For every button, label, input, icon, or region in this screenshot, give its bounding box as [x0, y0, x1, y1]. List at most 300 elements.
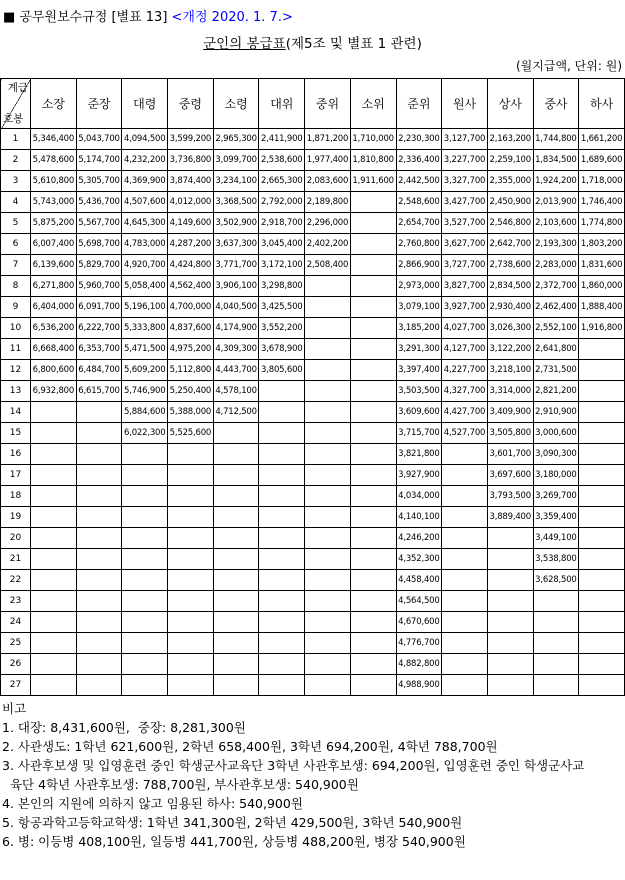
pay-cell: [168, 528, 214, 549]
pay-cell: 3,906,100: [213, 276, 259, 297]
pay-cell: 6,615,700: [76, 381, 122, 402]
table-row: [1, 507, 625, 528]
pay-cell: [31, 423, 77, 444]
pay-cell: 3,079,100: [396, 297, 442, 318]
grade-number: 13: [1, 381, 31, 402]
pay-cell: 5,746,900: [122, 381, 168, 402]
pay-cell: [76, 654, 122, 675]
pay-cell: 3,821,800: [396, 444, 442, 465]
grade-number: 26: [1, 654, 31, 675]
pay-cell: 3,099,700: [213, 150, 259, 171]
pay-cell: 5,346,400: [31, 129, 77, 150]
pay-cell: 2,189,800: [305, 192, 351, 213]
pay-cell: [31, 465, 77, 486]
pay-cell: 2,442,500: [396, 171, 442, 192]
pay-cell: 5,610,800: [31, 171, 77, 192]
pay-cell: 2,665,300: [259, 171, 305, 192]
pay-cell: 6,007,400: [31, 234, 77, 255]
pay-cell: [305, 297, 351, 318]
pay-cell: 1,774,800: [579, 213, 625, 234]
pay-cell: 3,269,700: [533, 486, 579, 507]
pay-cell: 4,127,700: [442, 339, 488, 360]
pay-cell: 3,627,700: [442, 234, 488, 255]
pay-cell: 3,327,700: [442, 171, 488, 192]
pay-cell: [579, 570, 625, 591]
pay-cell: [213, 444, 259, 465]
pay-cell: 4,012,000: [168, 192, 214, 213]
note-line: 4. 본인의 지원에 의하지 않고 임용된 하사: 540,900원: [2, 796, 303, 811]
pay-cell: 4,287,200: [168, 234, 214, 255]
grade-number: 21: [1, 549, 31, 570]
rank-column-header: 소장: [31, 79, 77, 129]
grade-number: 9: [1, 297, 31, 318]
pay-cell: 3,874,400: [168, 171, 214, 192]
pay-cell: 4,369,900: [122, 171, 168, 192]
pay-cell: 5,436,700: [76, 192, 122, 213]
pay-cell: [259, 423, 305, 444]
pay-cell: [122, 612, 168, 633]
pay-cell: 3,172,100: [259, 255, 305, 276]
pay-cell: [305, 570, 351, 591]
pay-cell: 2,163,200: [487, 129, 533, 150]
pay-cell: [76, 528, 122, 549]
pay-cell: [259, 528, 305, 549]
pay-cell: 6,222,700: [76, 318, 122, 339]
pay-cell: 6,932,800: [31, 381, 77, 402]
pay-cell: 3,298,800: [259, 276, 305, 297]
table-row: [1, 150, 625, 171]
pay-cell: [350, 528, 396, 549]
pay-cell: [442, 591, 488, 612]
pay-cell: 1,888,400: [579, 297, 625, 318]
table-row: [1, 633, 625, 654]
pay-cell: 2,821,200: [533, 381, 579, 402]
pay-cell: [579, 633, 625, 654]
table-row: [1, 444, 625, 465]
pay-cell: 2,450,900: [487, 192, 533, 213]
pay-cell: [305, 591, 351, 612]
pay-cell: 3,218,100: [487, 360, 533, 381]
pay-cell: [305, 486, 351, 507]
pay-cell: 4,094,500: [122, 129, 168, 150]
table-row: [1, 528, 625, 549]
pay-cell: [122, 444, 168, 465]
pay-cell: 6,404,000: [31, 297, 77, 318]
pay-cell: [168, 654, 214, 675]
pay-cell: [350, 675, 396, 696]
table-header-row: [1, 79, 625, 129]
pay-cell: 5,960,700: [76, 276, 122, 297]
pay-cell: 1,860,000: [579, 276, 625, 297]
pay-cell: 3,678,900: [259, 339, 305, 360]
pay-cell: 5,567,700: [76, 213, 122, 234]
pay-cell: [122, 549, 168, 570]
pay-cell: 3,425,500: [259, 297, 305, 318]
pay-cell: [122, 507, 168, 528]
document-title-main: 군인의 봉급표: [203, 36, 286, 52]
pay-cell: [31, 486, 77, 507]
grade-number: 2: [1, 150, 31, 171]
pay-cell: 2,930,400: [487, 297, 533, 318]
pay-cell: 1,744,800: [533, 129, 579, 150]
table-row: [1, 234, 625, 255]
pay-cell: [442, 528, 488, 549]
pay-cell: [350, 465, 396, 486]
pay-cell: 5,333,800: [122, 318, 168, 339]
pay-cell: 4,309,300: [213, 339, 259, 360]
pay-cell: 2,792,000: [259, 192, 305, 213]
pay-cell: [350, 297, 396, 318]
pay-cell: [213, 507, 259, 528]
pay-cell: 2,760,800: [396, 234, 442, 255]
pay-cell: [31, 612, 77, 633]
pay-cell: 2,411,900: [259, 129, 305, 150]
pay-cell: [259, 444, 305, 465]
pay-cell: [579, 528, 625, 549]
rank-column-header: 소위: [350, 79, 396, 129]
pay-cell: [213, 423, 259, 444]
pay-cell: 2,283,000: [533, 255, 579, 276]
pay-cell: 2,083,600: [305, 171, 351, 192]
grade-number: 10: [1, 318, 31, 339]
pay-cell: [31, 675, 77, 696]
pay-cell: 4,700,000: [168, 297, 214, 318]
pay-cell: 2,866,900: [396, 255, 442, 276]
pay-cell: [259, 507, 305, 528]
rank-column-header: 대령: [122, 79, 168, 129]
grade-number: 20: [1, 528, 31, 549]
pay-cell: 3,889,400: [487, 507, 533, 528]
pay-cell: 3,314,000: [487, 381, 533, 402]
pay-cell: [168, 633, 214, 654]
pay-cell: 2,355,000: [487, 171, 533, 192]
pay-cell: [350, 255, 396, 276]
pay-cell: [31, 507, 77, 528]
grade-number: 17: [1, 465, 31, 486]
pay-cell: [579, 360, 625, 381]
pay-cell: 4,645,300: [122, 213, 168, 234]
pay-cell: [305, 339, 351, 360]
pay-cell: 3,090,300: [533, 444, 579, 465]
corner-header-cell: [1, 79, 31, 129]
pay-cell: [579, 423, 625, 444]
pay-cell: [350, 276, 396, 297]
pay-cell: 3,637,300: [213, 234, 259, 255]
pay-cell: 1,924,200: [533, 171, 579, 192]
pay-cell: 3,827,700: [442, 276, 488, 297]
pay-cell: 2,013,900: [533, 192, 579, 213]
table-row: [1, 318, 625, 339]
table-row: [1, 654, 625, 675]
pay-cell: [122, 675, 168, 696]
pay-cell: [579, 402, 625, 423]
pay-cell: 4,507,600: [122, 192, 168, 213]
pay-cell: [168, 486, 214, 507]
pay-cell: 4,975,200: [168, 339, 214, 360]
table-row: [1, 402, 625, 423]
pay-cell: 2,910,900: [533, 402, 579, 423]
pay-cell: [350, 570, 396, 591]
pay-cell: 4,424,800: [168, 255, 214, 276]
pay-cell: [305, 318, 351, 339]
pay-cell: [305, 528, 351, 549]
pay-cell: 4,027,700: [442, 318, 488, 339]
pay-cell: [305, 381, 351, 402]
pay-cell: [31, 549, 77, 570]
pay-cell: 3,127,700: [442, 129, 488, 150]
pay-cell: [259, 654, 305, 675]
pay-cell: [259, 486, 305, 507]
pay-cell: 3,026,300: [487, 318, 533, 339]
pay-cell: 4,427,700: [442, 402, 488, 423]
pay-cell: 4,783,000: [122, 234, 168, 255]
pay-cell: 4,327,700: [442, 381, 488, 402]
grade-number: 27: [1, 675, 31, 696]
pay-cell: 1,810,800: [350, 150, 396, 171]
pay-cell: 2,508,400: [305, 255, 351, 276]
pay-cell: 2,642,700: [487, 234, 533, 255]
table-row: [1, 129, 625, 150]
pay-cell: 5,525,600: [168, 423, 214, 444]
table-row: [1, 255, 625, 276]
pay-cell: 3,697,600: [487, 465, 533, 486]
pay-cell: 6,022,300: [122, 423, 168, 444]
pay-cell: [76, 633, 122, 654]
pay-cell: [168, 612, 214, 633]
pay-cell: 4,578,100: [213, 381, 259, 402]
pay-cell: [442, 507, 488, 528]
table-row: [1, 276, 625, 297]
pay-cell: [305, 654, 351, 675]
pay-cell: [168, 591, 214, 612]
pay-cell: [259, 381, 305, 402]
pay-cell: 3,449,100: [533, 528, 579, 549]
pay-cell: 3,503,500: [396, 381, 442, 402]
pay-cell: 3,805,600: [259, 360, 305, 381]
pay-cell: [579, 465, 625, 486]
pay-cell: [305, 402, 351, 423]
pay-cell: [213, 612, 259, 633]
rank-column-header: 준위: [396, 79, 442, 129]
pay-cell: [213, 633, 259, 654]
pay-cell: 4,564,500: [396, 591, 442, 612]
pay-cell: 2,548,600: [396, 192, 442, 213]
pay-cell: 2,259,100: [487, 150, 533, 171]
grade-number: 6: [1, 234, 31, 255]
pay-cell: [168, 507, 214, 528]
pay-cell: [350, 507, 396, 528]
pay-cell: [76, 444, 122, 465]
pay-cell: 4,920,700: [122, 255, 168, 276]
pay-cell: 3,736,800: [168, 150, 214, 171]
pay-cell: 5,250,400: [168, 381, 214, 402]
rank-column-header: 상사: [487, 79, 533, 129]
pay-cell: [31, 591, 77, 612]
pay-cell: 4,232,200: [122, 150, 168, 171]
pay-cell: 1,977,400: [305, 150, 351, 171]
pay-cell: [350, 192, 396, 213]
pay-cell: 1,831,600: [579, 255, 625, 276]
pay-cell: 4,040,500: [213, 297, 259, 318]
corner-rank-label: 계급: [7, 82, 28, 94]
pay-cell: [305, 423, 351, 444]
pay-cell: [442, 549, 488, 570]
pay-cell: 2,230,300: [396, 129, 442, 150]
pay-cell: 2,296,000: [305, 213, 351, 234]
pay-cell: [442, 633, 488, 654]
pay-cell: 3,291,300: [396, 339, 442, 360]
pay-cell: [579, 381, 625, 402]
document-title: [0, 32, 625, 52]
regulation-title-line: [0, 0, 625, 25]
pay-cell: 1,746,400: [579, 192, 625, 213]
pay-cell: 6,271,800: [31, 276, 77, 297]
pay-cell: [487, 675, 533, 696]
pay-cell: [259, 465, 305, 486]
pay-cell: [31, 570, 77, 591]
grade-number: 18: [1, 486, 31, 507]
grade-number: 11: [1, 339, 31, 360]
table-row: [1, 339, 625, 360]
pay-cell: [350, 423, 396, 444]
pay-cell: [350, 360, 396, 381]
table-row: [1, 423, 625, 444]
pay-cell: 1,689,600: [579, 150, 625, 171]
pay-cell: [31, 444, 77, 465]
rank-column-header: 중사: [533, 79, 579, 129]
pay-cell: [350, 234, 396, 255]
pay-cell: [579, 675, 625, 696]
pay-cell: [31, 528, 77, 549]
pay-cell: [350, 486, 396, 507]
grade-number: 7: [1, 255, 31, 276]
pay-cell: 4,149,600: [168, 213, 214, 234]
pay-cell: 5,743,000: [31, 192, 77, 213]
pay-cell: 3,927,700: [442, 297, 488, 318]
pay-cell: [259, 675, 305, 696]
pay-cell: [305, 507, 351, 528]
pay-cell: [76, 402, 122, 423]
pay-cell: 5,196,100: [122, 297, 168, 318]
pay-cell: 6,353,700: [76, 339, 122, 360]
pay-cell: [579, 591, 625, 612]
pay-cell: [259, 402, 305, 423]
pay-cell: [350, 612, 396, 633]
pay-cell: 2,103,600: [533, 213, 579, 234]
pay-cell: 5,058,400: [122, 276, 168, 297]
pay-cell: 6,668,400: [31, 339, 77, 360]
document-title-suffix: (제5조 및 별표 1 관련): [285, 36, 422, 52]
grade-number: 23: [1, 591, 31, 612]
pay-cell: [168, 444, 214, 465]
pay-cell: [350, 444, 396, 465]
pay-cell: [442, 486, 488, 507]
pay-cell: [579, 507, 625, 528]
pay-cell: 4,882,800: [396, 654, 442, 675]
pay-cell: 3,628,500: [533, 570, 579, 591]
grade-number: 15: [1, 423, 31, 444]
pay-cell: 5,112,800: [168, 360, 214, 381]
pay-cell: 4,562,400: [168, 276, 214, 297]
pay-cell: [350, 633, 396, 654]
pay-cell: 5,471,500: [122, 339, 168, 360]
pay-cell: [213, 675, 259, 696]
pay-cell: 4,227,700: [442, 360, 488, 381]
pay-cell: 4,776,700: [396, 633, 442, 654]
pay-cell: [31, 633, 77, 654]
pay-cell: 4,352,300: [396, 549, 442, 570]
rank-column-header: 중위: [305, 79, 351, 129]
pay-cell: [305, 549, 351, 570]
pay-cell: 4,988,900: [396, 675, 442, 696]
grade-number: 19: [1, 507, 31, 528]
notes-heading: 비고: [2, 701, 27, 716]
note-line: 5. 항공과학고등학교학생: 1학년 341,300원, 2학년 429,500원, 3학년 540,900원: [2, 815, 463, 830]
pay-cell: [305, 633, 351, 654]
table-row: [1, 549, 625, 570]
pay-cell: [122, 654, 168, 675]
pay-cell: 3,185,200: [396, 318, 442, 339]
pay-cell: 4,670,600: [396, 612, 442, 633]
grade-number: 25: [1, 633, 31, 654]
table-row: [1, 591, 625, 612]
pay-cell: 2,731,500: [533, 360, 579, 381]
pay-cell: 2,834,500: [487, 276, 533, 297]
pay-cell: 5,884,600: [122, 402, 168, 423]
corner-grade-label: 호봉: [3, 112, 24, 125]
pay-cell: 3,601,700: [487, 444, 533, 465]
pay-cell: 4,034,000: [396, 486, 442, 507]
pay-cell: 3,527,700: [442, 213, 488, 234]
pay-cell: 2,965,300: [213, 129, 259, 150]
pay-cell: 3,727,700: [442, 255, 488, 276]
pay-cell: 5,043,700: [76, 129, 122, 150]
pay-cell: 2,641,800: [533, 339, 579, 360]
pay-cell: 1,871,200: [305, 129, 351, 150]
pay-cell: 3,552,200: [259, 318, 305, 339]
grade-number: 5: [1, 213, 31, 234]
pay-cell: [350, 339, 396, 360]
pay-cell: [305, 360, 351, 381]
pay-cell: [350, 402, 396, 423]
pay-cell: [122, 486, 168, 507]
pay-cell: [168, 549, 214, 570]
pay-cell: [259, 570, 305, 591]
pay-cell: [533, 654, 579, 675]
pay-cell: 6,800,600: [31, 360, 77, 381]
pay-cell: 2,462,400: [533, 297, 579, 318]
pay-cell: [579, 339, 625, 360]
pay-cell: [213, 486, 259, 507]
pay-cell: [259, 633, 305, 654]
pay-cell: 3,180,000: [533, 465, 579, 486]
pay-cell: [76, 507, 122, 528]
pay-cell: 2,372,700: [533, 276, 579, 297]
pay-cell: 5,609,200: [122, 360, 168, 381]
note-line: 육단 4학년 사관후보생: 788,700원, 부사관후보생: 540,900원: [2, 777, 359, 792]
grade-number: 16: [1, 444, 31, 465]
pay-cell: [76, 675, 122, 696]
pay-cell: [305, 276, 351, 297]
pay-cell: [442, 612, 488, 633]
pay-cell: 3,715,700: [396, 423, 442, 444]
pay-cell: [487, 612, 533, 633]
pay-cell: 3,427,700: [442, 192, 488, 213]
table-row: [1, 675, 625, 696]
note-line: 6. 병: 이등병 408,100원, 일등병 441,700원, 상등병 488,200원, 병장 540,900원: [2, 834, 466, 849]
pay-cell: [487, 633, 533, 654]
pay-cell: 1,718,000: [579, 171, 625, 192]
